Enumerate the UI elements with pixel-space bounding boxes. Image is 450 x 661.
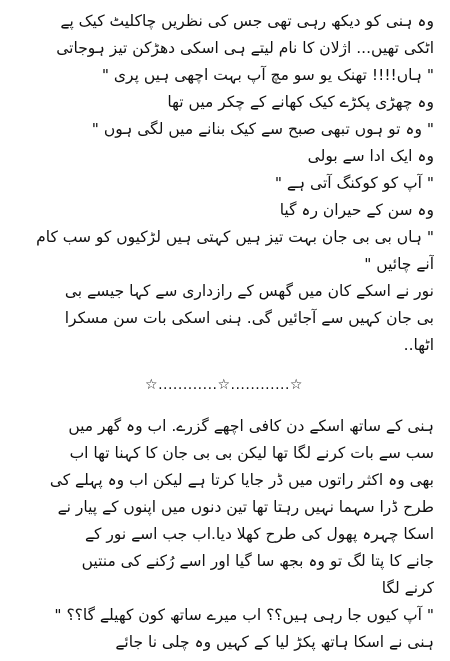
text-line: " ہاں!!!! تھنک یو سو مچ آپ بہت اچھی ہیں پری " [101, 66, 434, 84]
text-line: " وہ تو ہوں تبھی صبح سے کیک بنانے میں لگی ہوں " [91, 120, 434, 138]
text-line: سب سے بات کرنے لگا تھا لیکن بی بی جان کا کہنا تھا اب [69, 444, 434, 462]
text-line: " آپ کو کوکنگ آتی ہے " [274, 174, 434, 192]
text-line: ہنی کے ساتھ اسکے دن کافی اچھے گزرے. اب وہ گھر میں [68, 417, 434, 435]
story-section-2 [14, 413, 434, 656]
text-line: طرح ڈرا سہما نہیں رہتا تھا تین دنوں میں اپنوں کے پیار نے [57, 498, 434, 516]
text-line: نور نے اسکے کان میں گھس کے رازداری سے کہا جیسے بی [64, 282, 434, 300]
text-line: کرنے لگا [381, 579, 434, 597]
story-section-1 [14, 8, 434, 359]
text-line: بی جان کہیں سے آجائیں گی. ہنی اسکی بات سن مسکرا [64, 309, 434, 327]
text-line: اسکا چہرہ پھول کی طرح کھلا دیا.اب جب اسے نور کے [84, 525, 434, 543]
text-line: اٹکی تھیں... اژلان کا نام لیتے ہی اسکی دھڑکن تیز ہوجاتی [56, 39, 434, 57]
text-line: " آپ کیوں جا رہی ہیں؟؟ اب میرے ساتھ کون کھیلے گا؟؟ " [54, 606, 434, 624]
text-line: اٹھا.. [403, 336, 434, 354]
text-line: آنے چائیں " [364, 255, 434, 273]
text-line: وہ چھڑی پکڑے کیک کھانے کے چکر میں تھا [167, 93, 434, 111]
text-line: وہ سن کے حیران رہ گیا [279, 201, 434, 219]
text-line: وہ ہنی کو دیکھ رہی تھی جس کی نظریں چاکلیٹ کیک پے [60, 12, 434, 30]
text-line: " ہاں بی بی جان بہت تیز ہیں کہتی ہیں لڑکیوں کو سب کام [36, 228, 434, 246]
text-line: بھی وہ اکثر راتوں میں ڈر جایا کرتا ہے لیکن اب وہ پہلے کی [49, 471, 434, 489]
text-line: ہنی نے اسکا ہاتھ پکڑ لیا کے کہیں وہ چلی نا جائے [115, 633, 434, 651]
text-line: وہ ایک ادا سے بولی [307, 147, 434, 165]
text-line: جانے کا پتا لگ تو وہ بجھ سا گیا اور اسے رُکنے کی منتیں [81, 552, 434, 570]
scene-break-divider: ☆............☆............☆ [145, 377, 303, 393]
